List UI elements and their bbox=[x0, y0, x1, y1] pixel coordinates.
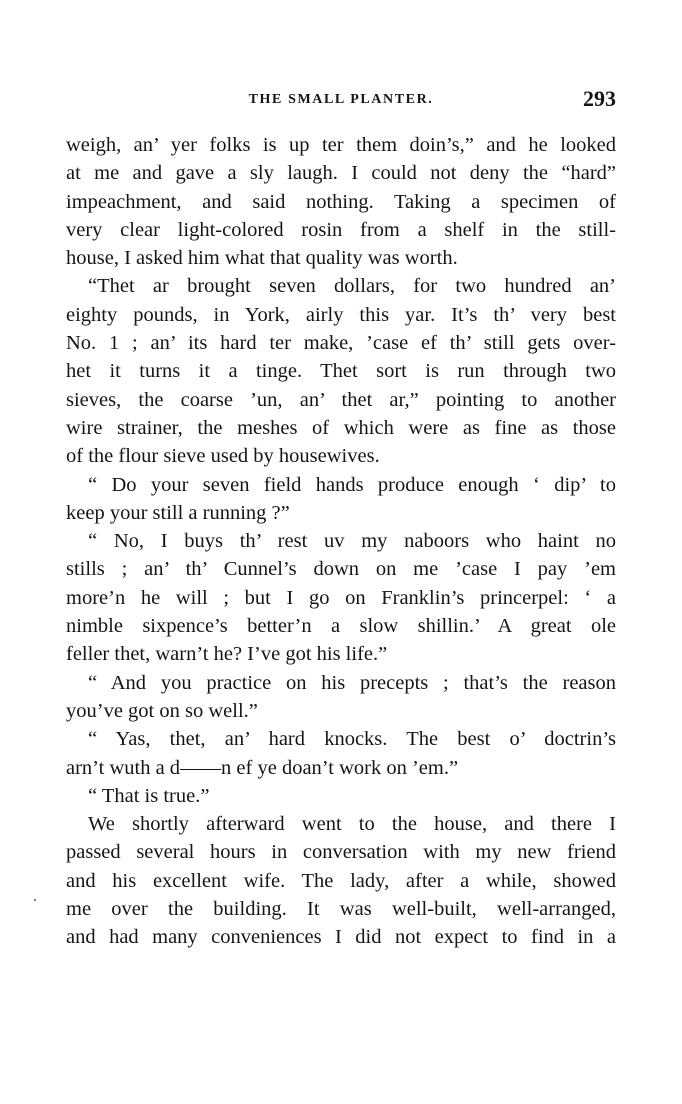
text-line: “ No, I buys th’ rest uv my naboors who haint no bbox=[88, 530, 616, 553]
text-line: and his excellent wife. The lady, after a while, showed bbox=[66, 869, 616, 892]
text-line: “Thet ar brought seven dollars, for two hundred an’ bbox=[88, 275, 616, 298]
text-line: We shortly afterward went to the house, and there I bbox=[88, 813, 616, 836]
text-line: eighty pounds, in York, airly this yar. It’s th’ very best bbox=[66, 303, 616, 326]
text-line: “ Yas, thet, an’ hard knocks. The best o’ doctrin’s bbox=[88, 728, 616, 751]
text-line: more’n he will ; but I go on Franklin’s princerpel: ‘ a bbox=[66, 586, 616, 609]
text-line: “ Do your seven field hands produce enough ‘ dip’ to bbox=[88, 473, 616, 496]
text-line: feller thet, warn’t he? I’ve got his life.” bbox=[66, 643, 388, 666]
text-line: sieves, the coarse ’un, an’ thet ar,” pointing to another bbox=[66, 388, 616, 411]
text-line: weigh, an’ yer folks is up ter them doin’s,” and he looked bbox=[66, 134, 616, 156]
text-line: you’ve got on so well.” bbox=[66, 699, 258, 722]
text-line: of the flour sieve used by housewives. bbox=[66, 445, 380, 468]
text-line: at me and gave a sly laugh. I could not deny the “hard” bbox=[66, 162, 616, 185]
text-line: house, I asked him what that quality was worth. bbox=[66, 247, 458, 270]
margin-speck bbox=[34, 899, 36, 901]
page-number: 293 bbox=[583, 86, 616, 111]
text-line: me over the building. It was well-built, well-arranged, bbox=[66, 898, 616, 921]
text-line: keep your still a running ?” bbox=[66, 501, 290, 524]
text-line: “ That is true.” bbox=[88, 784, 210, 807]
text-line: arn’t wuth a d——n ef ye doan’t work on ’em.” bbox=[66, 756, 459, 779]
text-line: “ And you practice on his precepts ; that’s the reason bbox=[88, 671, 616, 694]
text-line: No. 1 ; an’ its hard ter make, ’case ef th’ still gets over- bbox=[66, 332, 616, 355]
text-line: wire strainer, the meshes of which were as fine as those bbox=[66, 416, 616, 439]
text-line: impeachment, and said nothing. Taking a specimen of bbox=[66, 190, 616, 213]
body-text bbox=[66, 131, 616, 952]
text-line: passed several hours in conversation with my new friend bbox=[66, 841, 616, 864]
running-title: THE SMALL PLANTER. bbox=[248, 92, 434, 107]
text-line: very clear light-colored rosin from a shelf in the still- bbox=[66, 218, 616, 241]
text-line: nimble sixpence’s better’n a slow shillin.’ A great ole bbox=[66, 615, 616, 638]
text-line: and had many conveniences I did not expect to find in a bbox=[66, 926, 616, 949]
running-head bbox=[66, 86, 616, 118]
text-line: stills ; an’ th’ Cunnel’s down on me ’case I pay ’em bbox=[66, 558, 616, 581]
text-line: het it turns it a tinge. Thet sort is run through two bbox=[66, 360, 616, 383]
